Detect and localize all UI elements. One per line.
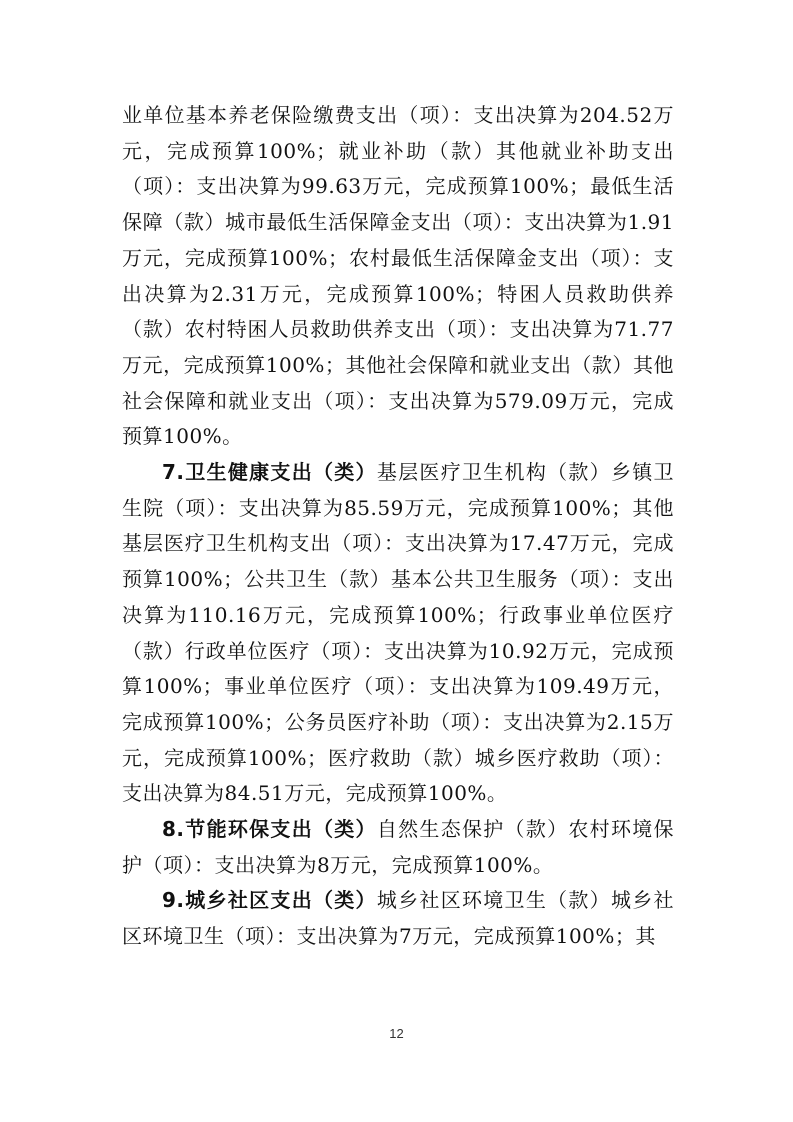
paragraph-text: 自然生态保护（款）农村环境保护（项）：支出决算为8万元，完成预算100%。 [122,817,675,877]
paragraph-text: 城乡社区环境卫生（款）城乡社区环境卫生（项）：支出决算为7万元，完成预算100%；其 [122,888,675,949]
section-heading-community: 9.城乡社区支出（类） [162,888,377,913]
paragraph-environment-expenditure [122,812,674,883]
paragraph-community-expenditure [122,883,674,954]
paragraph-social-security-continued [122,98,674,455]
paragraph-text: 基层医疗卫生机构（款）乡镇卫生院（项）：支出决算为85.59万元，完成预算100%；其他基层医疗卫生机构支出（项）：支出决算为17.47万元，完成预算100%；公共卫生（款）基本公共卫生服务（项）：支出决算为110.16万元，完成预算100%；行政事业单位医疗（款）行政单位医疗（项）：支出决算为10.92万元，完成预算100%；事业单位医疗（项）：支出决算为109.49万元，完成预算100%；公务员医疗补助（项）：支出决算为2.15万元，完成预算100%；医疗救助（款）城乡医疗救助（项）：支出决算为84.51万元，完成预算100%。 [122,460,675,806]
section-heading-environment: 8.节能环保支出（类） [162,817,377,842]
page-number: 12 [389,1026,404,1041]
section-heading-health: 7.卫生健康支出（类） [162,460,377,485]
paragraph-health-expenditure [122,455,674,812]
paragraph-text: 业单位基本养老保险缴费支出（项）：支出决算为204.52万元，完成预算100%；就业补助（款）其他就业补助支出（项）：支出决算为99.63万元，完成预算100%；最低生活保障（款）城市最低生活保障金支出（项）：支出决算为1.91万元，完成预算100%；农村最低生活保障金支出（项）：支出决算为2.31万元，完成预算100%；特困人员救助供养（款）农村特困人员救助供养支出（项）：支出决算为71.77万元，完成预算100%；其他社会保障和就业支出（款）其他社会保障和就业支出（项）：支出决算为579.09万元，完成预算100%。 [122,103,674,449]
document-body [122,98,674,955]
